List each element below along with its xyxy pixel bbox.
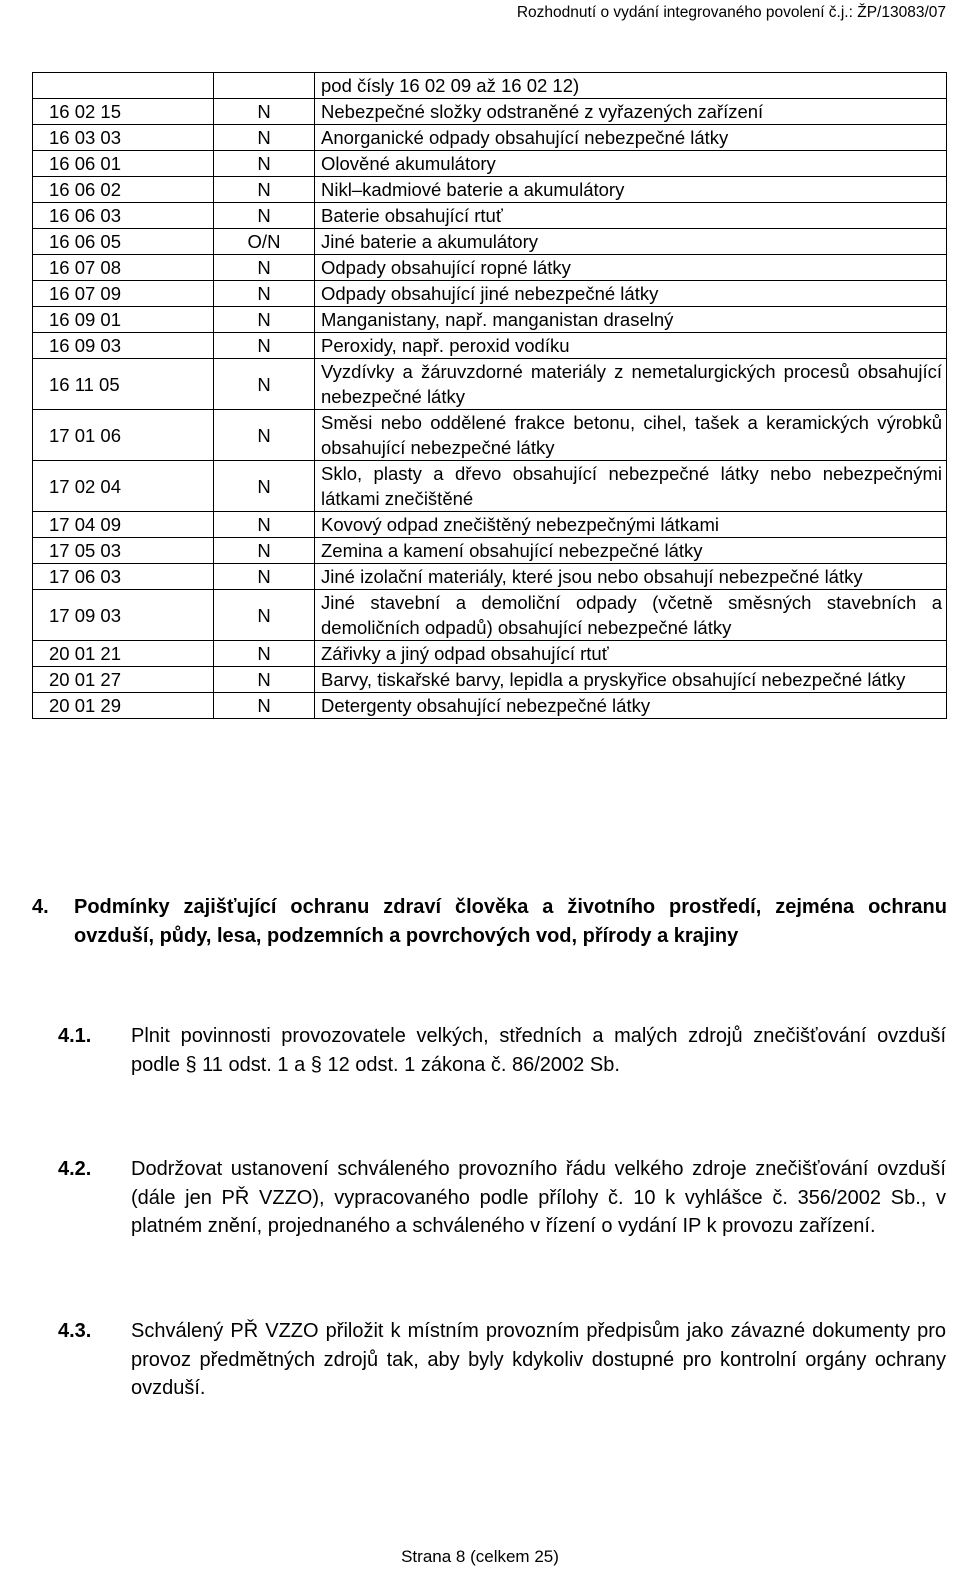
page-header: Rozhodnutí o vydání integrovaného povolení č.j.: ŽP/13083/07: [516, 4, 946, 21]
waste-category-cell: N: [214, 281, 315, 307]
waste-category-cell: N: [214, 359, 315, 410]
paragraph-4-3-number: 4.3.: [58, 1320, 92, 1342]
waste-description-cell: Detergenty obsahující nebezpečné látky: [315, 693, 947, 719]
waste-code-cell: 16 09 03: [33, 333, 214, 359]
waste-description-cell: Sklo, plasty a dřevo obsahující nebezpečné látky nebo nebezpečnými látkami znečištěné: [315, 461, 947, 512]
table-row: [33, 151, 947, 177]
waste-description-cell: Odpady obsahující ropné látky: [315, 255, 947, 281]
waste-code-cell: 16 09 01: [33, 307, 214, 333]
table-row: [33, 177, 947, 203]
waste-category-cell: N: [214, 512, 315, 538]
waste-category-cell: N: [214, 410, 315, 461]
waste-code-cell: 17 02 04: [33, 461, 214, 512]
waste-category-cell: N: [214, 590, 315, 641]
paragraph-4-2-number: 4.2.: [58, 1158, 92, 1180]
table-row: [33, 461, 947, 512]
waste-description-cell: Zářivky a jiný odpad obsahující rtuť: [315, 641, 947, 667]
waste-table-body: [33, 73, 947, 719]
waste-description-cell: Peroxidy, např. peroxid vodíku: [315, 333, 947, 359]
waste-category-cell: N: [214, 151, 315, 177]
waste-category-cell: N: [214, 641, 315, 667]
table-row: [33, 255, 947, 281]
waste-code-cell: 16 06 05: [33, 229, 214, 255]
waste-description-cell: Manganistany, např. manganistan draselný: [315, 307, 947, 333]
waste-category-cell: N: [214, 461, 315, 512]
table-row: [33, 281, 947, 307]
waste-description-cell: Anorganické odpady obsahující nebezpečné látky: [315, 125, 947, 151]
waste-description-cell: pod čísly 16 02 09 až 16 02 12): [315, 73, 947, 99]
waste-category-cell: N: [214, 333, 315, 359]
table-row: [33, 359, 947, 410]
waste-description-cell: Odpady obsahující jiné nebezpečné látky: [315, 281, 947, 307]
waste-category-cell: N: [214, 255, 315, 281]
waste-code-cell: 16 03 03: [33, 125, 214, 151]
table-row: [33, 203, 947, 229]
paragraph-4-2: [58, 1155, 946, 1241]
waste-description-cell: Jiné baterie a akumulátory: [315, 229, 947, 255]
waste-category-cell: N: [214, 177, 315, 203]
table-row: [33, 512, 947, 538]
paragraph-4-2-text: Dodržovat ustanovení schváleného provozního řádu velkého zdroje znečišťování ovzduší (dále jen PŘ VZZO), vypracovaného podle přílohy č. 10 k vyhlášce č. 356/2002 Sb., v platném znění, projednaného a schváleného v řízení o vydání IP k provozu zařízení.: [131, 1158, 946, 1237]
waste-description-cell: Nikl–kadmiové baterie a akumulátory: [315, 177, 947, 203]
waste-category-cell: O/N: [214, 229, 315, 255]
waste-description-cell: Barvy, tiskařské barvy, lepidla a pryskyřice obsahující nebezpečné látky: [315, 667, 947, 693]
waste-code-cell: [33, 73, 214, 99]
table-row: [33, 667, 947, 693]
waste-category-cell: N: [214, 693, 315, 719]
waste-category-cell: N: [214, 203, 315, 229]
section-4-title: Podmínky zajišťující ochranu zdraví člověka a životního prostředí, zejména ochranu ovzduší, půdy, lesa, podzemních a povrchových vod, přírody a krajiny: [74, 896, 947, 947]
table-row: [33, 641, 947, 667]
table-row: [33, 538, 947, 564]
waste-table: [32, 72, 947, 719]
waste-category-cell: N: [214, 99, 315, 125]
waste-code-cell: 16 06 03: [33, 203, 214, 229]
waste-description-cell: Jiné stavební a demoliční odpady (včetně směsných stavebních a demoličních odpadů) obsahující nebezpečné látky: [315, 590, 947, 641]
waste-code-cell: 17 06 03: [33, 564, 214, 590]
paragraph-4-1-text: Plnit povinnosti provozovatele velkých, středních a malých zdrojů znečišťování ovzduší podle § 11 odst. 1 a § 12 odst. 1 zákona č. 86/2002 Sb.: [131, 1025, 946, 1076]
table-row: [33, 333, 947, 359]
waste-description-cell: Olověné akumulátory: [315, 151, 947, 177]
table-row: [33, 410, 947, 461]
waste-code-cell: 16 06 02: [33, 177, 214, 203]
waste-category-cell: [214, 73, 315, 99]
paragraph-4-1: [58, 1022, 946, 1079]
waste-code-cell: 17 01 06: [33, 410, 214, 461]
table-row: [33, 99, 947, 125]
section-4-number: 4.: [32, 896, 49, 918]
page-footer: Strana 8 (celkem 25): [401, 1547, 559, 1566]
waste-category-cell: N: [214, 125, 315, 151]
waste-code-cell: 20 01 21: [33, 641, 214, 667]
paragraph-4-3-text: Schválený PŘ VZZO přiložit k místním provozním předpisům jako závazné dokumenty pro provoz předmětných zdrojů tak, aby byly kdykoliv dostupné pro kontrolní orgány ochrany ovzduší.: [131, 1320, 946, 1399]
waste-description-cell: Vyzdívky a žáruvzdorné materiály z nemetalurgických procesů obsahující nebezpečné látky: [315, 359, 947, 410]
waste-description-cell: Jiné izolační materiály, které jsou nebo obsahují nebezpečné látky: [315, 564, 947, 590]
waste-category-cell: N: [214, 538, 315, 564]
waste-category-cell: N: [214, 307, 315, 333]
paragraph-4-3: [58, 1317, 946, 1403]
waste-code-cell: 20 01 27: [33, 667, 214, 693]
waste-code-cell: 16 02 15: [33, 99, 214, 125]
table-row: [33, 590, 947, 641]
waste-code-cell: 17 04 09: [33, 512, 214, 538]
waste-category-cell: N: [214, 667, 315, 693]
table-row: [33, 564, 947, 590]
waste-code-cell: 16 07 08: [33, 255, 214, 281]
table-row: [33, 307, 947, 333]
table-row: [33, 125, 947, 151]
waste-description-cell: Baterie obsahující rtuť: [315, 203, 947, 229]
waste-code-cell: 17 09 03: [33, 590, 214, 641]
table-row: [33, 229, 947, 255]
waste-code-cell: 20 01 29: [33, 693, 214, 719]
waste-code-cell: 17 05 03: [33, 538, 214, 564]
waste-description-cell: Nebezpečné složky odstraněné z vyřazených zařízení: [315, 99, 947, 125]
waste-description-cell: Zemina a kamení obsahující nebezpečné látky: [315, 538, 947, 564]
waste-description-cell: Kovový odpad znečištěný nebezpečnými látkami: [315, 512, 947, 538]
waste-description-cell: Směsi nebo oddělené frakce betonu, cihel, tašek a keramických výrobků obsahující nebezpečné látky: [315, 410, 947, 461]
waste-category-cell: N: [214, 564, 315, 590]
paragraph-4-1-number: 4.1.: [58, 1025, 92, 1047]
waste-code-cell: 16 06 01: [33, 151, 214, 177]
section-4-heading: [32, 893, 947, 950]
waste-code-cell: 16 11 05: [33, 359, 214, 410]
table-row: [33, 693, 947, 719]
waste-code-cell: 16 07 09: [33, 281, 214, 307]
table-row: [33, 73, 947, 99]
